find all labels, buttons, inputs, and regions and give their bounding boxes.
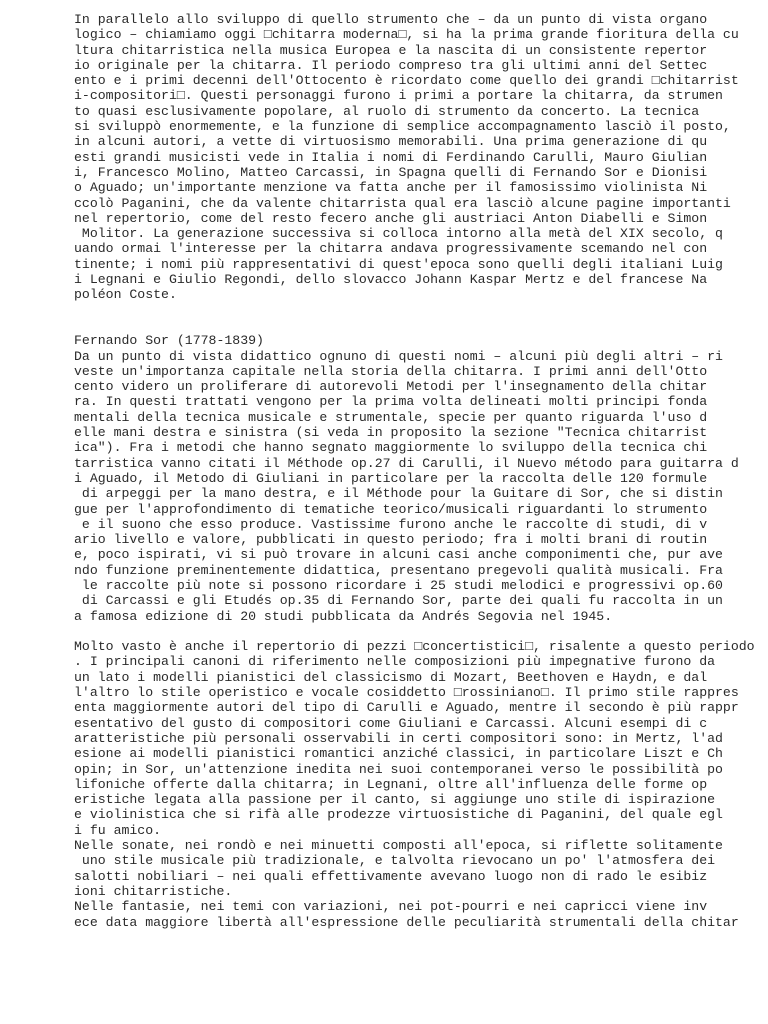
text-line: un lato i modelli pianistici del classicismo di Mozart, Beethoven e Haydn, e dal <box>74 669 708 685</box>
text-line: e violinistica che si rifà alle prodezze virtuosistiche di Paganini, del quale egl <box>74 807 723 823</box>
paragraph-sonatas <box>74 838 754 899</box>
paragraph-concert-repertoire <box>74 639 754 838</box>
spacer <box>74 624 754 639</box>
text-line: ra. In questi trattati vengono per la prima volta delineati molti principi fonda <box>74 394 708 410</box>
text-line: di arpeggi per la mano destra, e il Méthode pour la Guitare di Sor, che si distin <box>74 486 723 502</box>
text-line: ario livello e valore, pubblicati in questo periodo; fra i molti brani di routin <box>74 532 708 548</box>
text-line: ndo funzione preminentemente didattica, presentano pregevoli qualità musicali. Fra <box>74 562 723 578</box>
text-line: opin; in Sor, un'attenzione inedita nei suoi contemporanei verso le possibilità po <box>74 761 723 777</box>
text-line: o Aguado; un'importante menzione va fatta anche per il famosissimo violinista Ni <box>74 180 708 196</box>
spacer <box>74 303 754 334</box>
text-line: mentali della tecnica musicale e strumentale, specie per quanto riguarda l'uso d <box>74 409 708 425</box>
text-line: uno stile musicale più tradizionale, e talvolta rievocano un po' l'atmosfera dei <box>74 853 716 869</box>
text-line: cento videro un proliferare di autorevoli Metodi per l'insegnamento della chitar <box>74 379 708 395</box>
text-line: i fu amico. <box>74 822 162 838</box>
document-page <box>74 12 754 930</box>
text-line: enta maggiormente autori del tipo di Carulli e Aguado, mentre il secondo è più rappr <box>74 700 739 716</box>
text-line: gue per l'approfondimento di tematiche teorico/musicali riguardanti lo strumento <box>74 501 708 517</box>
text-line: salotti nobiliari – nei quali effettivamente avevano luogo non di rado le esibiz <box>74 868 708 884</box>
text-line: io originale per la chitarra. Il periodo compreso tra gli ultimi anni del Settec <box>74 57 708 73</box>
paragraph-intro <box>74 12 754 303</box>
text-line: poléon Coste. <box>74 287 177 303</box>
text-line: Molitor. La generazione successiva si colloca intorno alla metà del XIX secolo, q <box>74 226 723 242</box>
paragraph-didactic <box>74 349 754 624</box>
text-line: nel repertorio, come del resto fecero anche gli austriaci Anton Diabelli e Simon <box>74 210 708 226</box>
text-line: ica"). Fra i metodi che hanno segnato maggiormente lo sviluppo della tecnica chi <box>74 440 708 456</box>
text-line: i Aguado, il Metodo di Giuliani in particolare per la raccolta delle 120 formule <box>74 470 708 486</box>
text-line: a famosa edizione di 20 studi pubblicata da Andrés Segovia nel 1945. <box>74 608 613 624</box>
text-line: Nelle fantasie, nei temi con variazioni, nei pot-pourri e nei capricci viene inv <box>74 899 708 915</box>
text-line: ento e i primi decenni dell'Ottocento è ricordato come quello dei grandi □chitarrist <box>74 73 739 89</box>
text-line: Da un punto di vista didattico ognuno di questi nomi – alcuni più degli altri – ri <box>74 348 723 364</box>
text-line: esione ai modelli pianistici romantici anziché classici, in particolare Liszt e Ch <box>74 746 723 762</box>
text-line: le raccolte più note si possono ricordare i 25 studi melodici e progressivi op.60 <box>74 577 723 593</box>
text-line: l'altro lo stile operistico e vocale cosiddetto □rossiniano□. Il primo stile rappres <box>74 685 739 701</box>
text-line: . I principali canoni di riferimento nelle composizioni più impegnative furono da <box>74 654 716 670</box>
text-line: di Carcassi e gli Etudés op.35 di Fernando Sor, parte dei quali fu raccolta in un <box>74 593 723 609</box>
text-line: Molto vasto è anche il repertorio di pezzi □concertistici□, risalente a questo periodo <box>74 639 755 655</box>
text-line: i, Francesco Molino, Matteo Carcassi, in Spagna quelli di Fernando Sor e Dionisi <box>74 164 708 180</box>
text-line: In parallelo allo sviluppo di quello strumento che – da un punto di vista organo <box>74 12 708 27</box>
text-line: i Legnani e Giulio Regondi, dello slovacco Johann Kaspar Mertz e del francese Na <box>74 272 708 288</box>
text-line: ltura chitarristica nella musica Europea e la nascita di un consistente repertor <box>74 42 708 58</box>
text-line: tarristica vanno citati il Méthode op.27 di Carulli, il Nuevo método para guitarra d <box>74 455 739 471</box>
text-line: uando ormai l'interesse per la chitarra andava progressivamente scemando nel con <box>74 241 708 257</box>
text-line: eristiche legata alla passione per il canto, si aggiunge uno stile di ispirazione <box>74 792 716 808</box>
text-line: to quasi esclusivamente popolare, al ruolo di strumento da concerto. La tecnica <box>74 103 700 119</box>
text-line: e, poco ispirati, vi si può trovare in alcuni casi anche componimenti che, pur ave <box>74 547 723 563</box>
text-line: Nelle sonate, nei rondò e nei minuetti composti all'epoca, si riflette solitamente <box>74 838 723 854</box>
text-line: in alcuni autori, a vette di virtuosismo memorabili. Una prima generazione di qu <box>74 134 708 150</box>
text-line: logico – chiamiamo oggi □chitarra moderna□, si ha la prima grande fioritura della cu <box>74 27 739 43</box>
text-line: lifoniche offerte dalla chitarra; in Legnani, oltre all'influenza delle forme op <box>74 776 708 792</box>
text-line: aratteristiche più personali osservabili in certi compositori sono: in Mertz, l'ad <box>74 730 723 746</box>
paragraph-fantasies <box>74 899 754 930</box>
text-line: ioni chitarristiche. <box>74 883 233 899</box>
text-line: esti grandi musicisti vede in Italia i nomi di Ferdinando Carulli, Mauro Giulian <box>74 149 708 165</box>
text-line: i-compositori□. Questi personaggi furono i primi a portare la chitarra, da strumen <box>74 88 723 104</box>
section-heading: Fernando Sor (1778-1839) <box>74 333 264 349</box>
text-line: elle mani destra e sinistra (si veda in proposito la sezione "Tecnica chitarrist <box>74 425 708 441</box>
text-line: e il suono che esso produce. Vastissime furono anche le raccolte di studi, di v <box>74 516 708 532</box>
text-line: tinente; i nomi più rappresentativi di quest'epoca sono quelli degli italiani Luig <box>74 256 723 272</box>
text-line: ece data maggiore libertà all'espressione delle peculiarità strumentali della chitar <box>74 914 739 930</box>
text-line: ccolò Paganini, che da valente chitarrista qual era lasciò alcune pagine importanti <box>74 195 731 211</box>
text-line: veste un'importanza capitale nella storia della chitarra. I primi anni dell'Otto <box>74 363 708 379</box>
text-line: si sviluppò enormemente, e la funzione di semplice accompagnamento lasciò il posto, <box>74 119 731 135</box>
text-line: esentativo del gusto di compositori come Giuliani e Carcassi. Alcuni esempi di c <box>74 715 708 731</box>
